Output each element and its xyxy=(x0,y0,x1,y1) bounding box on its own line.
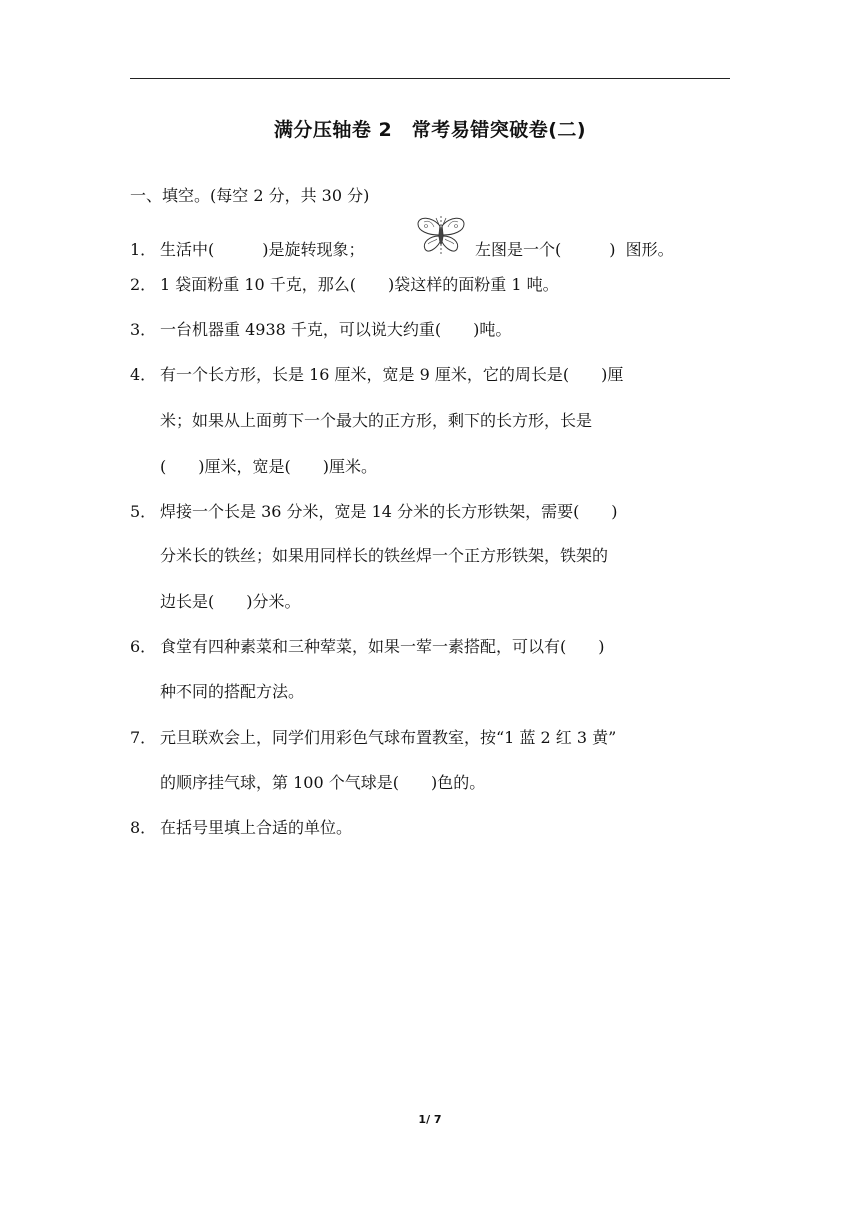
question-4-line-1: 有一个长方形，长是 16 厘米，宽是 9 厘米，它的周长是( )厘 xyxy=(160,365,624,384)
question-5-line-1: 焊接一个长是 36 分米，宽是 14 分米的长方形铁架，需要( ) xyxy=(160,502,618,521)
question-4-line-2: 米；如果从上面剪下一个最大的正方形，剩下的长方形，长是 xyxy=(160,411,593,430)
question-7-line-1: 元旦联欢会上，同学们用彩色气球布置教室，按“1 蓝 2 红 3 黄” xyxy=(160,728,617,747)
question-4-number: 4． xyxy=(130,365,157,384)
question-1-text-a: 生活中( )是旋转现象； xyxy=(160,240,365,259)
top-rule xyxy=(130,78,730,79)
section-heading: 一、填空。(每空 2 分，共 30 分) xyxy=(130,186,370,205)
question-5-line-2: 分米长的铁丝；如果用同样长的铁丝焊一个正方形铁架，铁架的 xyxy=(160,546,609,565)
question-2-text: 1 袋面粉重 10 千克，那么( )袋这样的面粉重 1 吨。 xyxy=(160,275,559,294)
question-5-line-3: 边长是( )分米。 xyxy=(160,592,301,611)
page-title: 满分压轴卷 2 常考易错突破卷(二) xyxy=(273,119,587,141)
question-1-text-b: 左图是一个( ) 图形。 xyxy=(475,240,674,259)
page-number: 1/ 7 xyxy=(418,1113,442,1126)
question-3-number: 3． xyxy=(130,320,157,339)
question-6-line-2: 种不同的搭配方法。 xyxy=(160,682,305,701)
question-6-number: 6． xyxy=(130,637,157,656)
question-8-text: 在括号里填上合适的单位。 xyxy=(160,818,353,837)
question-7-line-2: 的顺序挂气球，第 100 个气球是( )色的。 xyxy=(160,773,486,792)
question-7-number: 7． xyxy=(130,728,157,747)
question-8-number: 8． xyxy=(130,818,157,837)
question-5-number: 5． xyxy=(130,502,157,521)
question-3-text: 一台机器重 4938 千克，可以说大约重( )吨。 xyxy=(160,320,512,339)
question-6-line-1: 食堂有四种素菜和三种荤菜，如果一荤一素搭配，可以有( ) xyxy=(160,637,605,656)
question-4-line-3: ( )厘米，宽是( )厘米。 xyxy=(160,457,377,476)
question-1-number: 1． xyxy=(130,240,157,259)
butterfly-icon xyxy=(414,214,468,258)
question-2-number: 2． xyxy=(130,275,157,294)
